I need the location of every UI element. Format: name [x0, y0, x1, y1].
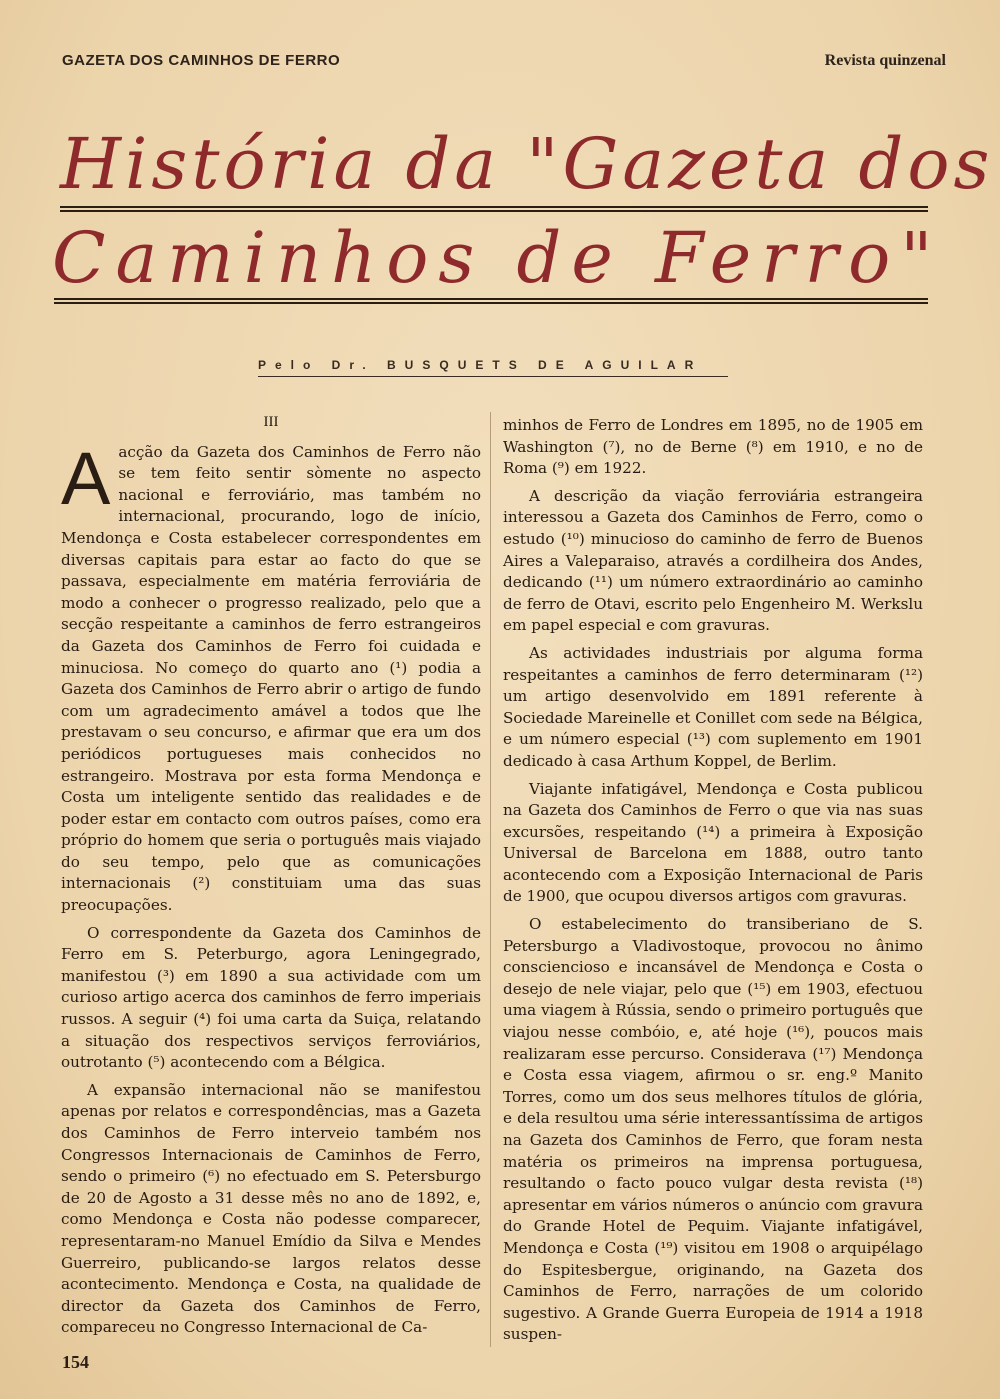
text-column-left [61, 412, 481, 1345]
title-line-1: História da "Gazeta dos [60, 123, 994, 205]
running-header [62, 52, 946, 70]
header-publication-name: GAZETA DOS CAMINHOS DE FERRO [62, 52, 341, 69]
paragraph: As actividades industriais por alguma forma respeitantes a caminhos de ferro determinaram (¹²) um artigo desenvolvido em 1891 referente à Sociedade Mareinelle et Conillet com sede na Bélgica, e um número especial (¹³) com suplemento em 1901 dedicado à casa Arthum Koppel, de Berlim. [503, 643, 924, 770]
paragraph: Viajante infatigável, Mendonça e Costa publicou na Gazeta dos Caminhos de Ferro o que via nas suas excursões, respeitando (¹⁴) a primeira à Exposição Universal de Barcelona em 1888, outro tanto acontecendo com a Exposição Internacional de Paris de 1900, que ocupou diversos artigos com gravuras. [503, 779, 923, 906]
paragraph: O correspondente da Gazeta dos Caminhos de Ferro em S. Peterburgo, agora Leningegrado, manifestou (³) em 1890 a sua actividade com um curioso artigo acerca dos caminhos de ferro imperiais russos. A seguir (⁴) foi uma carta da Suiça, relatando a situação dos respectivos serviços ferroviários, outrotanto (⁵) acontecendo com a Bélgica. [61, 923, 481, 1072]
section-number: III [263, 414, 279, 430]
author-byline: Pelo Dr. BUSQUETS DE AGUILAR [258, 358, 728, 377]
text-column-right [503, 415, 923, 1352]
paragraph: A expansão internacional não se manifestou apenas por relatos e correspondências, mas a Gazeta dos Caminhos de Ferro interveio também nos Congressos Internacionais de Caminhos de Ferro, sendo o primeiro (⁶) no efectuado em S. Petersburgo de 20 de Agosto a 31 desse mês no ano de 1892, e, como Mendonça e Costa não podesse comparecer, representaram-no Manuel Emídio da Silva e Mendes Guerreiro, publicando-se largos relatos desse acontecimento. Mendonça e Costa, na qualidade de director da Gazeta dos Caminhos de Ferro, compareceu no Congresso Internacional de Ca- [61, 1080, 481, 1337]
article-title [52, 118, 994, 304]
paragraph [61, 436, 481, 917]
page-number: 154 [62, 1352, 89, 1372]
paragraph: A descrição da viação ferroviária estrangeira interessou a Gazeta dos Caminhos de Ferro, como o estudo (¹⁰) minucioso do caminho de ferro de Buenos Aires a Valeparaiso, através a cordilheira dos Andes, dedicando (¹¹) um número extraordinário ao caminho de ferro de Otavi, escrito pelo Engenheiro M. Werkslu em papel especial e com gravuras. [503, 486, 923, 635]
header-periodicity: Revista quinzenal [824, 52, 946, 69]
drop-cap: A [61, 436, 111, 520]
paragraph: O estabelecimento do transiberiano de S. Petersburgo a Vladivostoque, provocou no ânimo consciencioso e incansável de Mendonça e Costa o desejo de nele viajar, pelo que (¹⁵) em 1903, efectuou uma viagem à Rússia, sendo o primeiro português que viajou nesse combóio, e, até hoje (¹⁶), poucos mais realizaram esse percurso. Considerava (¹⁷) Mendonça e Costa essa viagem, afirmou o sr. eng.º Manito Torres, como um dos seus melhores títulos de glória, e dela resultou uma série interessantíssima de artigos na Gazeta dos Caminhos de Ferro, que foram nesta matéria os primeiros na imprensa portuguesa, resultando o facto pouco vulgar desta revista (¹⁸) apresentar em vários números o anúncio com gravura do Grande Hotel de Pequim. Viajante infatigável, Mendonça e Costa (¹⁹) visitou em 1908 o arquipélago do Espitesbergue, originando, na Gazeta dos Caminhos de Ferro, narrações de um colorido sugestivo. A Grande Guerra Europeia de 1914 a 1918 suspen- [503, 915, 923, 1344]
paragraph: minhos de Ferro de Londres em 1895, no de 1905 em Washington (⁷), no de Berne (⁸) em 1910, e no de Roma (⁹) em 1922. [503, 416, 923, 478]
paragraph-text: acção da Gazeta dos Caminhos de Ferro não se tem feito sentir sòmente no aspecto nacional e ferroviário, mas também no internacional, procurando, logo de início, Mendonça e Costa estabelecer correspondentes em diversas capitais para estar ao facto do que se passava, especialmente em matéria ferroviária de modo a conhecer o progresso realizado, pelo que a secção respeitante a caminhos de ferro estrangeiros da Gazeta dos Caminhos de Ferro foi cuidada e minuciosa. No começo do quarto ano (¹) podia a Gazeta dos Caminhos de Ferro abrir o artigo de fundo com um agradecimento amável a todos que lhe prestavam o seu concurso, e afirmar que era um dos periódicos portugueses mais conhecidos no estrangeiro. Mostrava por esta forma Mendonça e Costa um inteligente sentido das realidades e de poder estar em contacto com outros países, como era próprio do homem que seria o português mais viajado do seu tempo, pelo que as comunicações internacionais (²) constituiam uma das suas preocupações. [61, 442, 481, 915]
column-divider [490, 412, 491, 1347]
title-line-2: Caminhos de Ferro" [52, 217, 943, 299]
